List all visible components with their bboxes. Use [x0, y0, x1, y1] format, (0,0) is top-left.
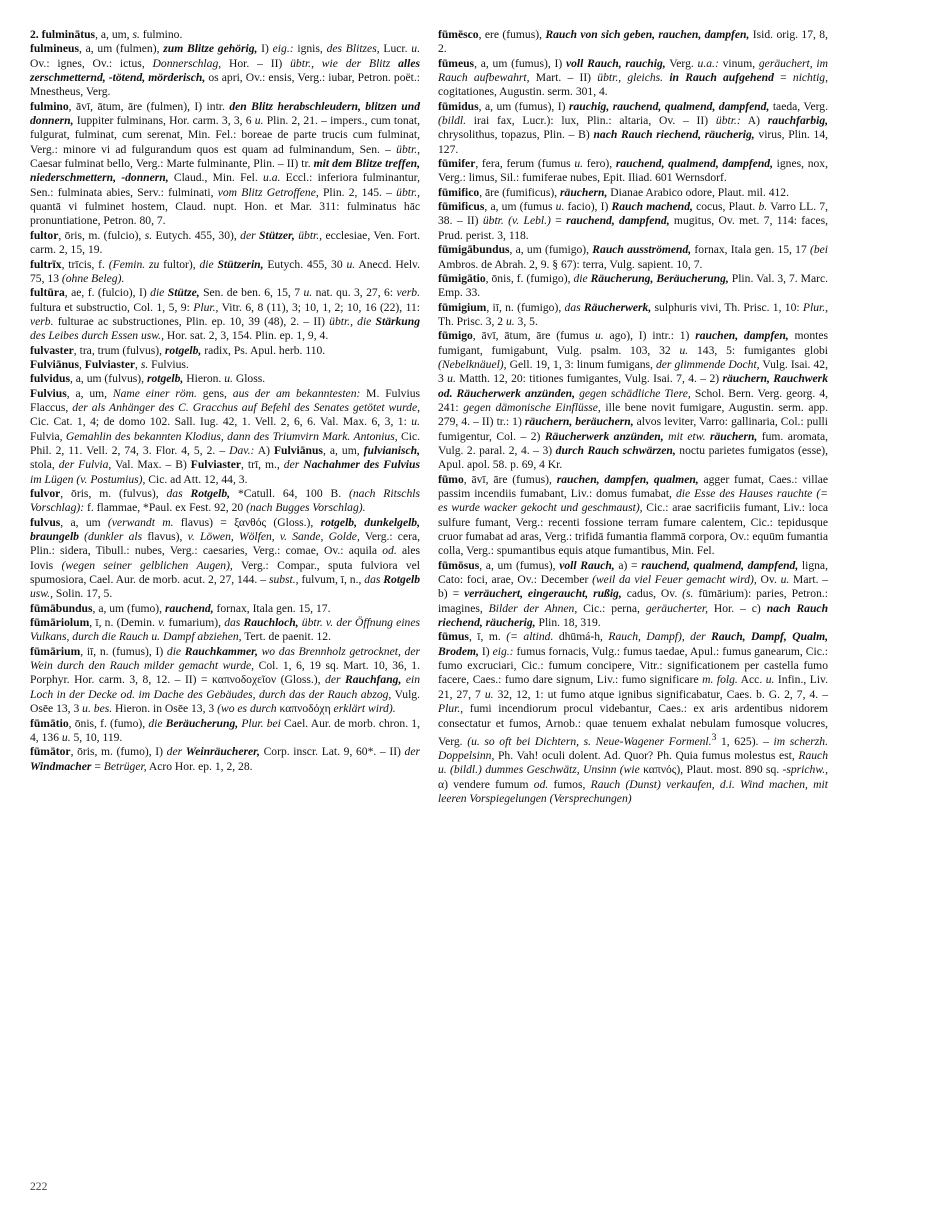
dictionary-entry: fūmārium, iī, n. (fumus), I) die Rauchkammer, wo das Brennholz getrocknet, der Wein durch den Rauch milder gemacht wurde, Col. 1, 6, 19 sq. Mart. 10, 36, 1. Porphyr. Hor. carm. 3, 8, 12. – II) = καπνοδοχεῖον (Gloss.), der Rauchfang, ein Loch in der Decke od. im Dache des Gebäudes, durch das der Rauch abzog, Vulg. Osēe 13, 3 u. bes. Hieron. in Osēe 13, 3 (wo es durch καπνοδόχη erklärt wird).	[30, 644, 421, 716]
dictionary-entry: fūmōsus, a, um (fumus), voll Rauch, a) = rauchend, qualmend, dampfend, ligna, Cato: foci, arae, Ov.: December (weil da viel Feuer gemacht wird), Ov. u. Mart. – b) = verräuchert, eingeraucht, rußig, cadus, Ov. (s. fūmārium): paries, Petron.: imagines, Bilder der Ahnen, Cic.: perna, geräucherter, Hor. – c) nach Rauch riechend, räucherig, Plin. 18, 319.	[438, 558, 829, 630]
dictionary-entry: fulmineus, a, um (fulmen), zum Blitze gehörig, I) eig.: ignis, des Blitzes, Lucr. u. Ov.: ignes, Ov.: ictus, Donnerschlag, Hor. – II) übtr., wie der Blitz alles zerschmetternd, -tötend, mörderisch, os apri, Ov.: ensis, Verg.: iubar, Petron. poët.: Mnestheus, Verg.	[30, 42, 421, 99]
dictionary-entry: fūmifico, āre (fumificus), räuchern, Dianae Arabico odore, Plaut. mil. 412.	[438, 185, 789, 199]
dictionary-entry: fūmēsco, ere (fumus), Rauch von sich geben, rauchen, dampfen, Isid. orig. 17, 8, 2.	[438, 28, 828, 56]
dictionary-entry: Fulviānus, Fulviaster, s. Fulvius.	[30, 357, 189, 371]
dictionary-entry: fultrīx, trīcis, f. (Femin. zu fultor), die Stützerin, Eutych. 455, 30 u. Anecd. Helv. 75, 13 (ohne Beleg).	[30, 257, 420, 285]
dictionary-entry: fūmifer, fera, ferum (fumus u. fero), rauchend, qualmend, dampfend, ignes, nox, Verg.: limus, Sil.: fumiferae nubes, Epit. Iliad. 601 Wernsdorf.	[438, 157, 828, 185]
dictionary-entry: fulvidus, a, um (fulvus), rotgelb, Hieron. u. Gloss.	[30, 372, 266, 386]
dictionary-entry: fulvor, ōris, m. (fulvus), das Rotgelb, *Catull. 64, 100 B. (nach Ritschls Vorschlag): f. flammae, *Paul. ex Fest. 92, 20 (nach Bugges Vorschlag).	[30, 487, 420, 515]
dictionary-entry: fūmificus, a, um (fumus u. facio), I) Rauch machend, cocus, Plaut. b. Varro LL. 7, 38. – II) übtr. (v. Lebl.) = rauchend, dampfend, mugitus, Ov. met. 7, 114: faces, Prud. perist. 3, 118.	[438, 200, 829, 242]
dictionary-entry: fūmo, āvī, āre (fumus), rauchen, dampfen, qualmen, agger fumat, Caes.: villae passim incendiis fumabant, Liv.: domus fumabat, die Esse des Hauses rauchte (= es wurde wacker gekocht und geschmaust), Cic.: arae sacrificiis fumant, Liv.: loca sulfure fumant, Verg.: recenti fossione terram fumare calentem, Cic.: tepidusque cruor fumabat ad aras, Verg.: trifidā fumantia flammā corpora, Ov.: equūm fumantia colla, Verg.: spumantibus equis atque fumantibus, Min. Fel.	[438, 472, 828, 558]
dictionary-entry: fūmeus, a, um (fumus), I) voll Rauch, rauchig, Verg. u.a.: vinum, geräuchert, im Rauch aufbewahrt, Mart. – II) übtr., gleichs. in Rauch aufgehend = nichtig, cogitationes, Augustin. serm. 301, 4.	[438, 56, 829, 99]
dictionary-entry: fūmigātio, ōnis, f. (fumigo), die Räucherung, Beräucherung, Plin. Val. 3, 7. Marc. Emp. 33.	[438, 271, 828, 300]
dictionary-column-right	[438, 28, 828, 806]
dictionary-entry: fūmātor, ōris, m. (fumo), I) der Weinräucherer, Corp. inscr. Lat. 9, 60*. – II) der Windmacher = Betrüger, Acro Hor. ep. 1, 2, 28.	[30, 745, 421, 773]
dictionary-entry: fultūra, ae, f. (fulcio), I) die Stütze, Sen. de ben. 6, 15, 7 u. nat. qu. 3, 27, 6: verb. fultura et substructio, Col. 1, 5, 9: Plur., Vitr. 6, 8 (11), 3; 10, 1, 2; 10, 16 (22), 11: verb. fulturae ac substructiones, Plin. ep. 10, 39 (48), 2. – II) übtr., die Stärkung des Leibes durch Essen usw., Hor. sat. 2, 3, 154. Plin. ep. 1, 9, 4.	[30, 286, 420, 343]
dictionary-entry: fultor, ōris, m. (fulcio), s. Eutych. 455, 30), der Stützer, übtr., ecclesiae, Ven. Fort. carm. 2, 15, 19.	[30, 228, 420, 257]
dictionary-entry: fūmābundus, a, um (fumo), rauchend, fornax, Itala gen. 15, 17.	[30, 601, 331, 615]
dictionary-entry: fulmino, āvī, ātum, āre (fulmen), I) intr. den Blitz herabschleudern, blitzen und donnern, Iuppiter fulminans, Hor. carm. 3, 3, 6 u. Plin. 2, 21. – impers., cum tonat, fulgurat, fulminat, cum serenat, Min. Fel.: boreae de parte trucis cum fulminat, Verg.: minore vi ad fulgurandum quos est quam ad fulminandum, Sen. – übtr., Caesar fulminat bello, Verg.: Marte fulminante, Plin. – II) tr. mit dem Blitze treffen, niederschmettern, -donnern, Claud., Min. Fel. u.a. Eccl.: inferiora fulminantur, Sen.: fulminata abies, Serv.: fulminati, vom Blitz Getroffene, Plin. 2, 145. – übtr., quantā vi fulminet hostem, Claud. nupt. Hon. et Mar. 311: fulminatus hāc pronuntiatione, Petron. 80, 7.	[30, 99, 421, 228]
dictionary-entry: fūmātio, ōnis, f. (fumo), die Beräucherung, Plur. bei Cael. Aur. de morb. chron. 1, 4, 136 u. 5, 10, 119.	[30, 716, 420, 744]
dictionary-entry: fūmigium, iī, n. (fumigo), das Räucherwerk, sulphuris vivi, Th. Prisc. 1, 10: Plur., Th. Prisc. 3, 2 u. 3, 5.	[438, 300, 829, 328]
dictionary-entry: fūmus, ī, m. (= altind. dhūmá-h, Rauch, Dampf), der Rauch, Dampf, Qualm, Brodem, I) eig.: fumus fornacis, Vulg.: fumus taedae, Apul.: fumus ganearum, Cic.: fumo excruciari, Cic.: fumum concipere, Vitr.: significationem per castella fumo facere, Caes.: fumo dare signum, Liv.: fumo significare m. folg. Acc. u. Infin., Liv. 21, 27, 7 u. 32, 12, 1: ut fumo atque ignibus significabatur, Caes. b. G. 2, 7, 4. – Plur., fumi incendiorum procul videbantur, Caes.: ex aris ardentibus nidorem consectatur et fumos, Arnob.: quae tenuem exhalat nebulam fumosque volucres, Verg. (u. so oft bei Dichtern, s. Neue-Wagener Formenl.$^3$ 1, 625). – im scherzh. Doppelsinn, Ph. Vah! oculi dolent. Ad. Quor? Ph. Quia fumus molestus est, Rauch u. (bildl.) dummes Geschwätz, Unsinn (wie καπνός), Plaut. most. 890 sq. -sprichw., α) vendere fumum od. fumos, Rauch (Dunst) verkaufen, d.i. Wind machen, mit leeren Vorspiegelungen (Versprechungen)	[438, 630, 829, 806]
dictionary-column-left	[30, 28, 420, 774]
dictionary-entry: fulvaster, tra, trum (fulvus), rotgelb, radix, Ps. Apul. herb. 110.	[30, 343, 326, 357]
dictionary-entry: Fulvius, a, um, Name einer röm. gens, aus der am bekanntesten: M. Fulvius Flaccus, der als Anhänger des C. Gracchus auf Befehl des Senates getötet wurde, Cic. Cat. 1, 4; de domo 102. Sall. Iug. 42, 1. Vell. 2, 6, 6. Val. Max. 6, 3, 1: u. Fulvia, Gemahlin des bekannten Klodius, dann des Triumvirn Mark. Antonius, Cic. Phil. 2, 11. Vell. 2, 74, 3. Flor. 4, 5, 2. – Dav.: A) Fulviānus, a, um, fulvianisch, stola, der Fulvia, Val. Max. – B) Fulviaster, trī, m., der Nachahmer des Fulvius im Lügen (v. Postumius), Cic. ad Att. 12, 44, 3.	[30, 386, 421, 486]
dictionary-entry: fūmigo, āvī, ātum, āre (fumus u. ago), I) intr.: 1) rauchen, dampfen, montes fumigant, fumigabunt, Vulg. psalm. 103, 32 u. 143, 5: fumigantes globi (Nebelknäuel), Gell. 19, 1, 3: linum fumigans, der glimmende Docht, Vulg. Isai. 42, 3 u. Matth. 12, 20: titiones fumigantes, Vulg. Isai. 7, 4. – 2) räuchern, Rauchwerk od. Räucherwerk anzünden, gegen schädliche Tiere, Schol. Bern. Verg. georg. 4, 241: gegen dämonische Einflüsse, ille bene novit fumigare, Augustin. serm. app. 279, 4. – II) tr.: 1) räuchern, beräuchern, alvos leviter, Varro: gallinaria, Col.: pulli fumigentur, Col. – 2) Räucherwerk anzünden, mit etw. räuchern, fum. aromata, Vulg. 2. paral. 2, 4. – 3) durch Rauch schwärzen, noctu parietes fumigatos (esse), Apul. apol. 58. p. 69, 4 Kr.	[438, 329, 829, 472]
dictionary-entry: 2. fulminātus, a, um, s. fulmino.	[30, 28, 183, 41]
dictionary-entry: fūmigābundus, a, um (fumigo), Rauch ausströmend, fornax, Itala gen. 15, 17 (bei Ambros. de Abrah. 2, 9. § 67): terra, Vulg. sapient. 10, 7.	[438, 243, 829, 271]
dictionary-entry: fūmāriolum, ī, n. (Demin. v. fumarium), das Rauchloch, übtr. v. der Öffnung eines Vulkans, durch die Rauch u. Dampf abziehen, Tert. de paenit. 12.	[30, 616, 421, 644]
page-number: 222	[30, 1180, 48, 1193]
dictionary-entry: fūmidus, a, um (fumus), I) rauchig, rauchend, qualmend, dampfend, taeda, Verg. (bildl. irai fax, Lucr.): lux, Plin.: altaria, Ov. – II) übtr.: A) rauchfarbig, chrysolithus, topazus, Plin. – B) nach Rauch riechend, räucherig, virus, Plin. 14, 127.	[438, 99, 829, 156]
dictionary-entry: fulvus, a, um (verwandt m. flavus) = ξανθός (Gloss.), rotgelb, dunkelgelb, braungelb (dunkler als flavus), v. Löwen, Wölfen, v. Sande, Golde, Verg.: cera, Plin.: sidera, Tibull.: nubes, Verg.: caesaries, Verg.: comae, Ov.: aquila od. ales Iovis (wegen seiner gelblichen Augen), Verg.: Compar., sputa fulviora vel spumosiora, Cael. Aur. de morb. acut. 2, 27, 144. – subst., fulvum, ī, n., das Rotgelb usw., Solin. 17, 5.	[30, 515, 421, 601]
